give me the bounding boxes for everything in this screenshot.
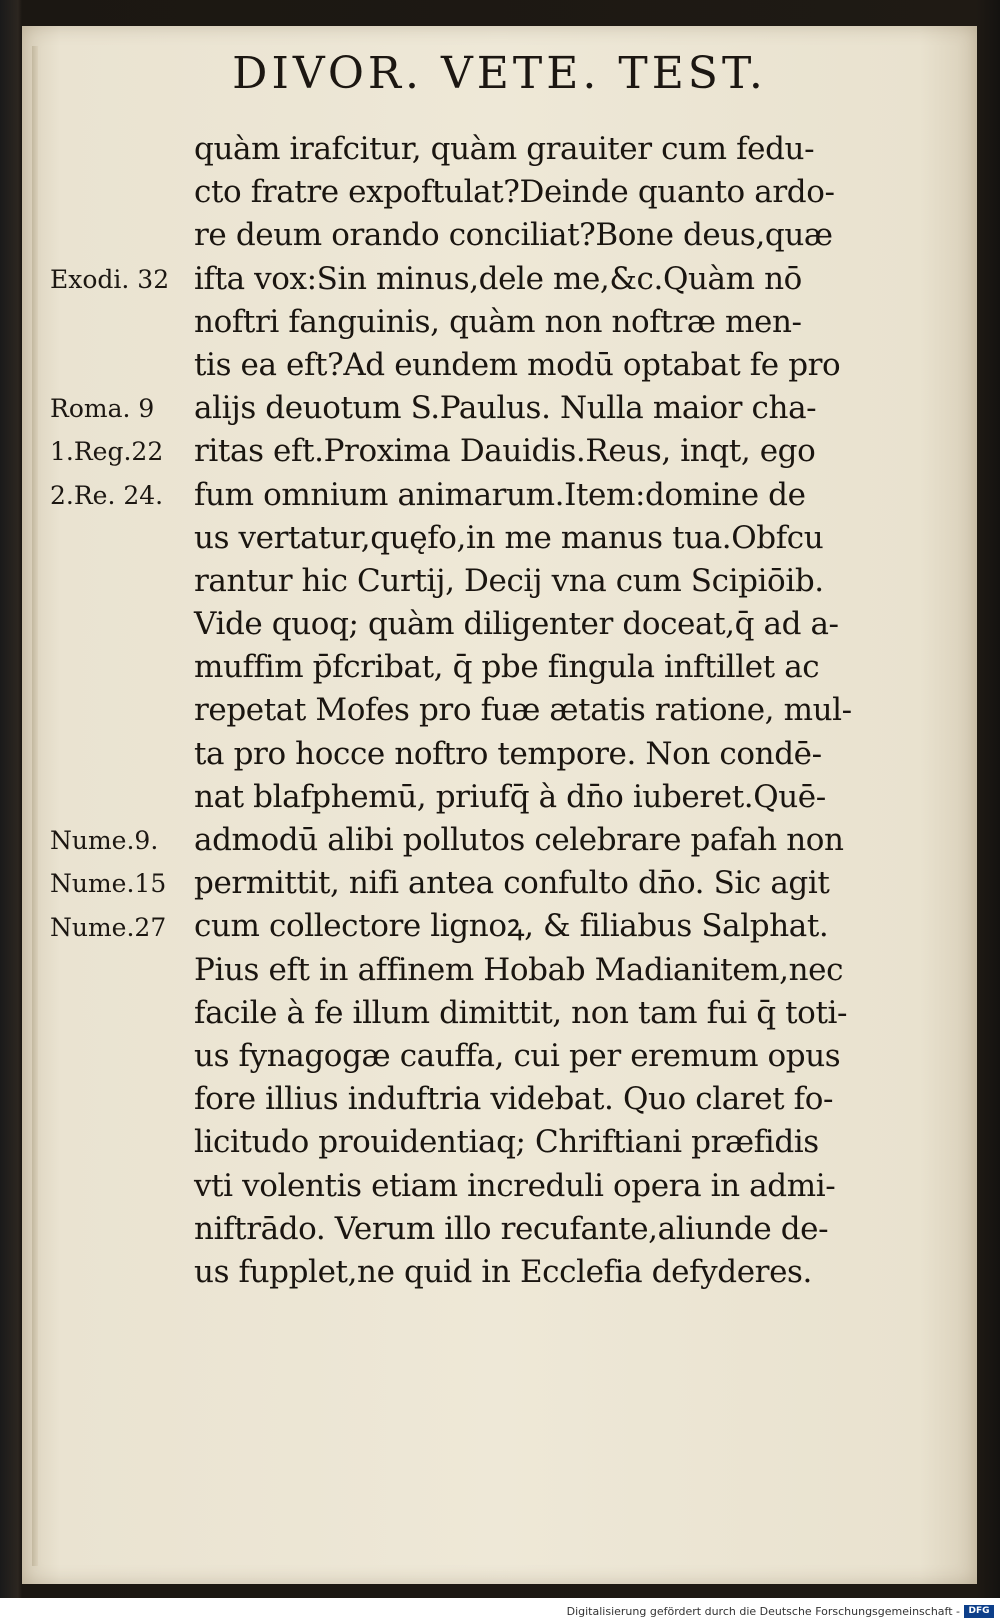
- text-line: fum omnium animarum.Item:domine de: [194, 476, 806, 513]
- text-line: ritas eft.Proxima Dauidis.Reus, inqt, ego: [194, 433, 816, 470]
- margin-note: 2.Re. 24.: [50, 480, 164, 510]
- margin-note: Nume.27: [50, 912, 167, 942]
- text-line: ta pro hocce noftro tempore. Non condē-: [194, 735, 822, 772]
- text-line: vti volentis etiam increduli opera in admi-: [194, 1167, 836, 1204]
- text-line: ifta vox:Sin minus,dele me,&c.Quàm nō: [194, 260, 802, 297]
- text-line: repetat Mofes pro fuæ ætatis ratione, mul-: [194, 692, 852, 729]
- text-line: facile à fe illum dimittit, non tam fui q̄ toti-: [194, 994, 848, 1031]
- text-line: cto fratre expoftulat?Deinde quanto ardo-: [194, 174, 835, 211]
- text-line: alijs deuotum S.Paulus. Nulla maior cha-: [194, 390, 817, 427]
- margin-note: Roma. 9: [50, 394, 155, 424]
- funding-credit: Digitalisierung gefördert durch die Deutsche Forschungsgemeinschaft -: [566, 1605, 960, 1618]
- text-line: permittit, nifi antea confulto dn̄o. Sic agit: [194, 865, 830, 902]
- body-text: [194, 128, 914, 1294]
- text-line: rantur hic Curtij, Decij vna cum Scipiōib.: [194, 562, 824, 599]
- text-line: muffim p̄fcribat, q̄ pbe fingula inftillet ac: [194, 649, 820, 686]
- margin-notes: [22, 26, 192, 1584]
- text-line: tis ea eft?Ad eundem modū optabat fe pro: [194, 346, 841, 383]
- text-line: cum collectore lignoꝝ, & filiabus Salphat.: [194, 908, 829, 945]
- text-line: noftri fanguinis, quàm non noftræ men-: [194, 303, 802, 340]
- margin-note: Exodi. 32: [50, 264, 170, 294]
- text-line: us vertatur,quęfo,in me manus tua.Obfcu: [194, 519, 824, 556]
- text-line: fore illius induftria videbat. Quo claret fo-: [194, 1081, 834, 1118]
- text-line: quàm irafcitur, quàm grauiter cum fedu-: [194, 131, 815, 167]
- text-line: us fupplet,ne quid in Ecclefia defyderes.: [194, 1253, 812, 1290]
- margin-note: Nume.9.: [50, 826, 159, 856]
- text-line: niftrādo. Verum illo recufante,aliunde de-: [194, 1210, 829, 1247]
- text-line: us fynagogæ cauffa, cui per eremum opus: [194, 1037, 841, 1074]
- text-line: re deum orando conciliat?Bone deus,quæ: [194, 217, 833, 254]
- text-line: licitudo prouidentiaq; Chriftiani præfidis: [194, 1124, 819, 1161]
- text-line: nat blafphemū, priufq̄ à dn̄o iuberet.Quē-: [194, 778, 826, 815]
- footer-bar: [0, 1598, 1000, 1624]
- dfg-logo: DFG: [964, 1605, 994, 1618]
- margin-note: Nume.15: [50, 869, 167, 899]
- margin-note: 1.Reg.22: [50, 437, 164, 467]
- text-line: admodū alibi pollutos celebrare pafah non: [194, 822, 844, 858]
- text-line: Pius eft in affinem Hobab Madianitem,nec: [194, 951, 844, 988]
- running-head: DIVOR. VETE. TEST.: [232, 48, 767, 99]
- text-line: Vide quoq; quàm diligenter doceat,q̄ ad a-: [194, 606, 839, 643]
- book-page: [22, 26, 977, 1584]
